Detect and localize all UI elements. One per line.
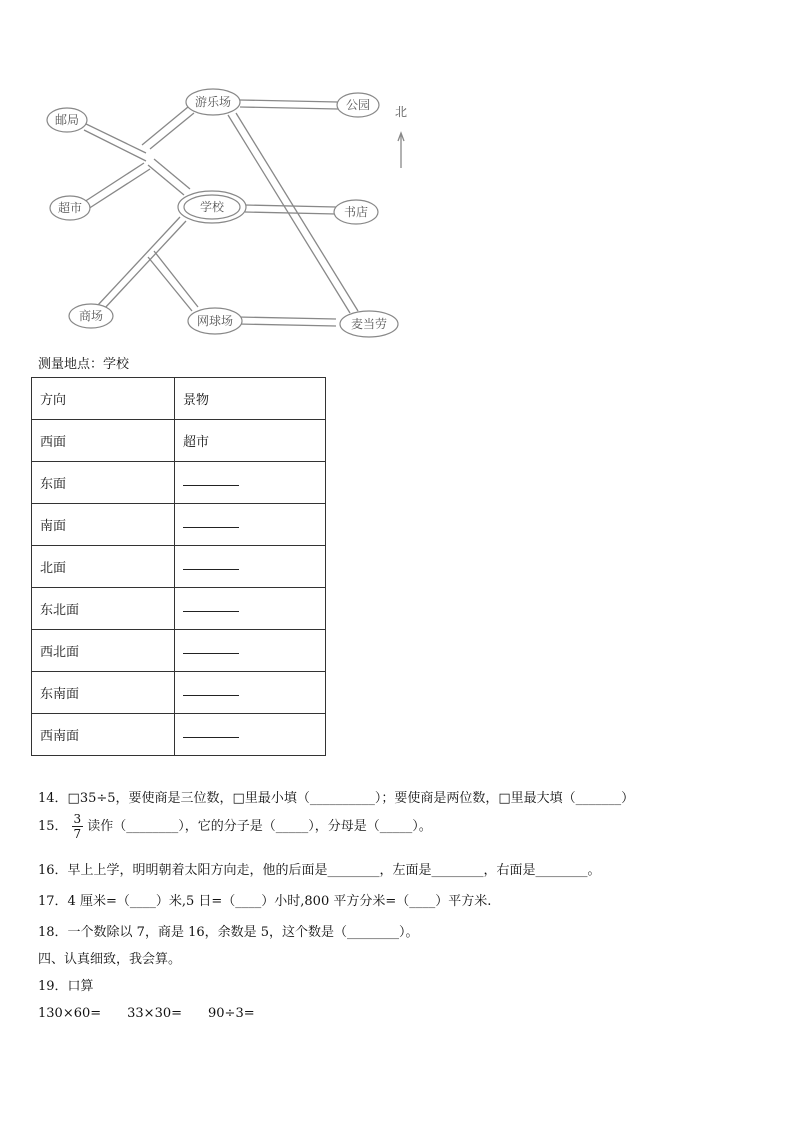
measurement-location-caption: 测量地点：学校 [38, 357, 130, 372]
direction-cell: 西北面 [32, 630, 175, 672]
table-header-cell: 景物 [175, 378, 326, 420]
question-17: 17．4 厘米=（____）米,5 日=（____）小时,800 平方分米=（____）平方米. [38, 894, 492, 909]
question-15 [38, 812, 432, 841]
answer-blank[interactable] [183, 559, 239, 570]
table-row [32, 420, 326, 462]
direction-table [31, 377, 326, 756]
answer-cell [175, 630, 326, 672]
mental-math-row [38, 1006, 255, 1021]
question-15-text: 读作（________），它的分子是（_____），分母是（_____）。 [87, 819, 432, 834]
label-amusement-park: 游乐场 [194, 95, 232, 109]
table-row [32, 588, 326, 630]
answer-cell [175, 588, 326, 630]
direction-cell: 东南面 [32, 672, 175, 714]
answer-cell [175, 504, 326, 546]
table-row [32, 672, 326, 714]
question-16: 16．早上上学，明明朝着太阳方向走，他的后面是________，左面是________，右面是________。 [38, 863, 601, 878]
section-four-heading: 四、认真细致，我会算。 [38, 952, 182, 967]
road-line [88, 169, 150, 209]
label-school: 学校 [199, 200, 225, 214]
question-15-number: 15． [38, 819, 68, 834]
table-row [32, 630, 326, 672]
question-14: 14．□35÷5，要使商是三位数，□里最小填（__________）；要使商是两位数，□里最大填（_______） [38, 791, 635, 806]
road-line [240, 107, 338, 109]
road-line [150, 113, 194, 149]
road-line [154, 251, 198, 307]
table-row [32, 714, 326, 756]
table-row [32, 546, 326, 588]
answer-cell [175, 546, 326, 588]
label-supermarket: 超市 [57, 201, 83, 215]
road-line [104, 221, 186, 309]
label-post-office: 邮局 [54, 113, 80, 127]
fraction-denominator: 7 [73, 827, 82, 841]
direction-cell: 西面 [32, 420, 175, 462]
question-19: 19．口算 [38, 979, 94, 994]
label-mcdonalds: 麦当劳 [350, 317, 388, 331]
road-line [98, 217, 180, 305]
table-header-cell: 方向 [32, 378, 175, 420]
table-row [32, 462, 326, 504]
answer-blank[interactable] [183, 475, 239, 486]
fraction-numerator: 3 [73, 812, 82, 826]
road-line [238, 317, 336, 319]
landmark-cell: 超市 [175, 420, 326, 462]
direction-cell: 南面 [32, 504, 175, 546]
table-row [32, 504, 326, 546]
road-line [82, 122, 146, 153]
fraction-three-sevenths [72, 812, 84, 841]
mental-math-item: 90÷3= [208, 1006, 255, 1021]
direction-cell: 北面 [32, 546, 175, 588]
road-line [245, 212, 336, 214]
map-figure [40, 85, 420, 345]
direction-cell: 东面 [32, 462, 175, 504]
answer-blank[interactable] [183, 601, 239, 612]
road-line [245, 205, 336, 207]
mental-math-item: 33×30= [127, 1006, 183, 1021]
road-line [142, 107, 188, 145]
map-svg [40, 85, 420, 345]
road-line [240, 100, 338, 102]
label-mall: 商场 [78, 309, 104, 323]
direction-cell: 西南面 [32, 714, 175, 756]
road-line [84, 130, 146, 161]
answer-cell [175, 714, 326, 756]
road-line [84, 163, 144, 202]
label-tennis-court: 网球场 [196, 314, 234, 328]
label-park: 公园 [345, 98, 371, 112]
question-18: 18．一个数除以 7，商是 16，余数是 5，这个数是（________）。 [38, 925, 419, 940]
answer-blank[interactable] [183, 685, 239, 696]
answer-blank[interactable] [183, 517, 239, 528]
mental-math-item: 130×60= [38, 1006, 102, 1021]
road-line [238, 324, 336, 326]
label-bookstore: 书店 [343, 205, 369, 219]
answer-blank[interactable] [183, 643, 239, 654]
table-header-row [32, 378, 326, 420]
answer-cell [175, 462, 326, 504]
road-line [148, 257, 192, 311]
answer-cell [175, 672, 326, 714]
north-label: 北 [394, 105, 408, 119]
table-body [32, 378, 326, 756]
direction-cell: 东北面 [32, 588, 175, 630]
answer-blank[interactable] [183, 727, 239, 738]
